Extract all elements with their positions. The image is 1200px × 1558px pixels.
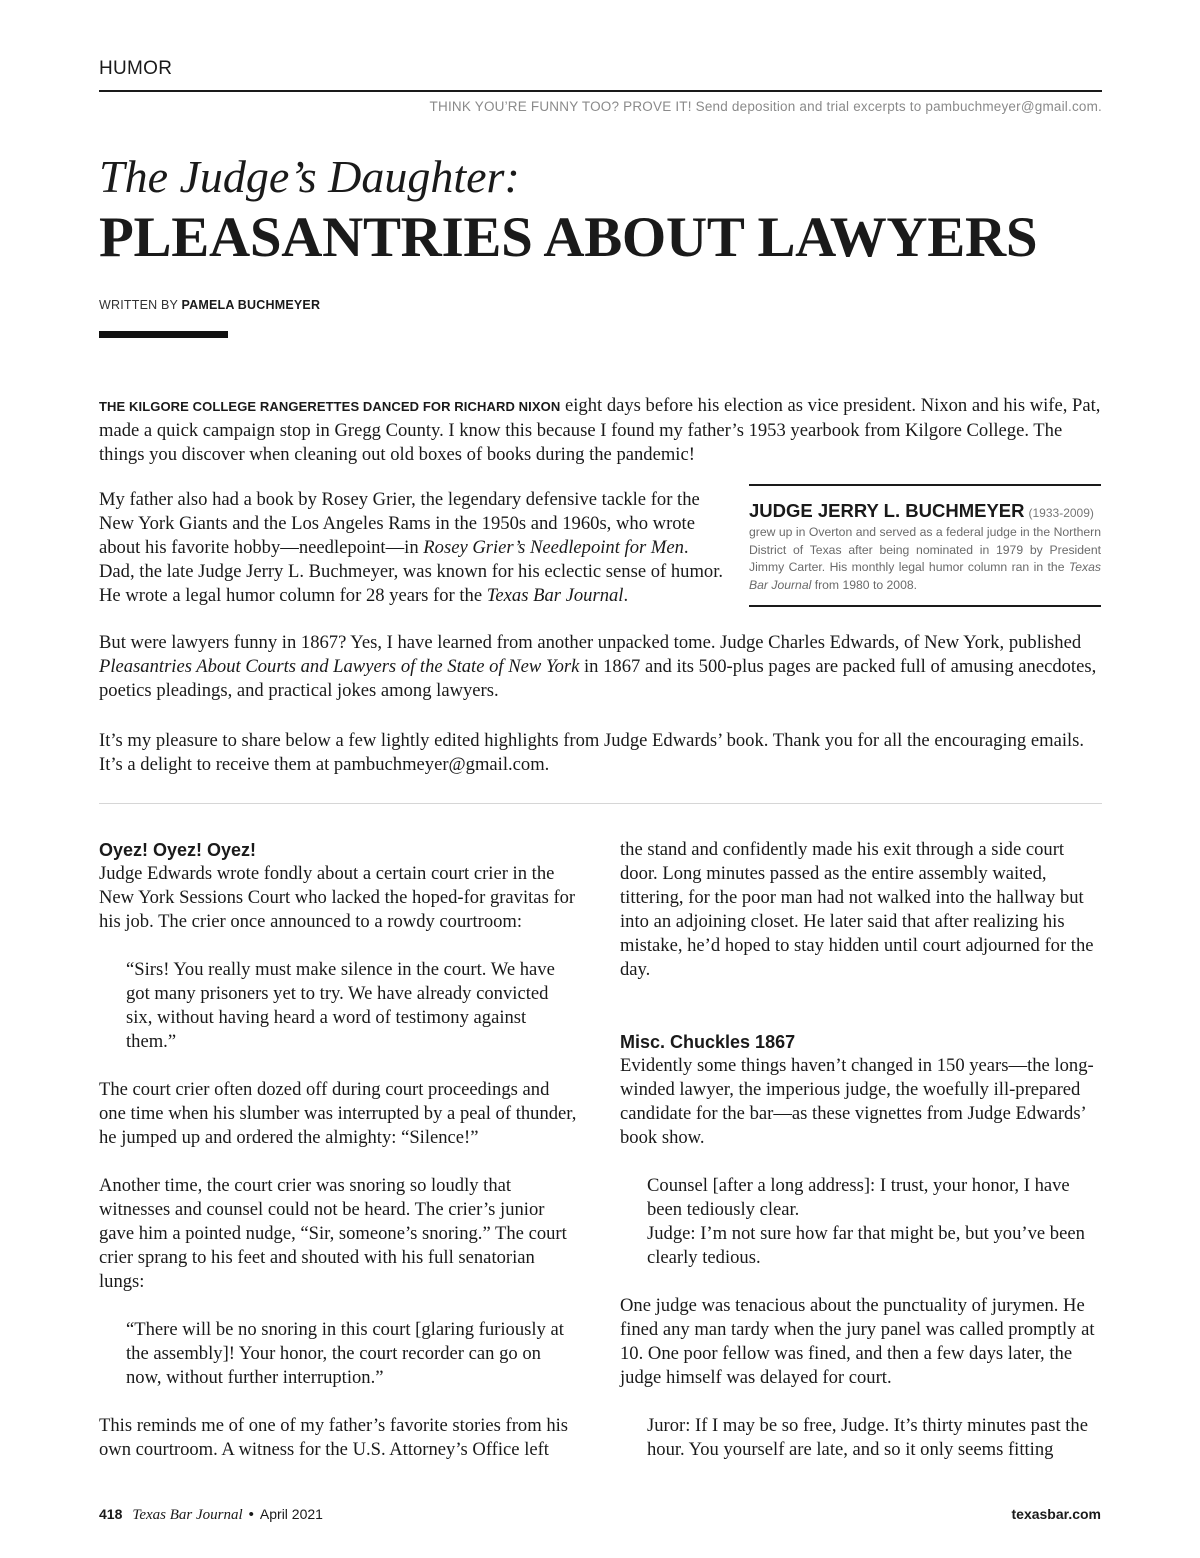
article-title: PLEASANTRIES ABOUT LAWYERS: [99, 206, 1038, 269]
intro-p3-text-a: But were lawyers funny in 1867? Yes, I have learned from another unpacked tome. Judge Charles Edwards, of New York, published: [99, 632, 1082, 653]
intro-paragraph-2: [99, 488, 724, 608]
book-title-pleasantries: Pleasantries About Courts and Lawyers of the State of New York: [99, 656, 580, 677]
right-paragraph-2: Evidently some things haven’t changed in 150 years—the long-winded lawyer, the imperious judge, the woefully ill-prepared candidate for the bar—as these vignettes from Judge Edwards’ book show.: [620, 1055, 1094, 1148]
byline-bar: [99, 331, 228, 338]
sidebar-text-b: from 1980 to 2008.: [811, 577, 918, 592]
footer-bullet: •: [248, 1506, 254, 1523]
sidebar-bottom-rule: [749, 605, 1101, 607]
left-paragraph-2: The court crier often dozed off during court proceedings and one time when his slumber was interrupted by a peal of thunder, he jumped up and ordered the almighty: “Silence!”: [99, 1079, 577, 1148]
sidebar-name: JUDGE JERRY L. BUCHMEYER: [749, 500, 1025, 521]
left-paragraph-4: This reminds me of one of my father’s favorite stories from his own courtroom. A witness for the U.S. Attorney’s Office left: [99, 1415, 569, 1460]
left-quote-1: “Sirs! You really must make silence in the court. We have got many prisoners yet to try. We have already convicted six, without having heard a word of testimony against them.”: [126, 959, 555, 1052]
footer-left: [99, 1506, 323, 1524]
intro-p2-text-a: My father also had a book by Rosey Grier, the legendary defensive tackle for the New York Giants and the Los Angeles Rams in the 1950s and 1960s, who wrote about his favorite hobby—needlepoint—in: [99, 489, 700, 558]
page-number: 418: [99, 1506, 123, 1522]
intro-paragraph-3: [99, 631, 1102, 703]
intro-p3-text-b: in 1867 and its 500-plus pages are packed full of amusing anecdotes, poetics pleadings, and practical jokes among lawyers.: [99, 656, 1097, 701]
spacer: [620, 1006, 1100, 1030]
left-quote-2: “There will be no snoring in this court [glaring furiously at the assembly]! Your honor, the court recorder can go on now, without further interruption.”: [126, 1319, 564, 1388]
section-label: HUMOR: [99, 58, 173, 79]
sidebar-text-a: grew up in Overton and served as a federal judge in the Northern District of Texas after being nominated in 1979 by President Jimmy Carter. His monthly legal humor column ran in the: [749, 525, 1101, 574]
right-paragraph-3: One judge was tenacious about the punctuality of jurymen. He fined any man tardy when the jury panel was called promptly at 10. One poor fellow was fined, and then a few days later, the judge himself was delayed for court.: [620, 1295, 1095, 1388]
right-quote-1: Counsel [after a long address]: I trust, your honor, I have been tediously clear.: [647, 1175, 1070, 1220]
author-bio-sidebar: [749, 500, 1101, 594]
subhead-oyez: Oyez! Oyez! Oyez!: [99, 840, 257, 860]
book-title-needlepoint: Rosey Grier’s Needlepoint for Men: [423, 537, 684, 558]
intro-paragraph-4: It’s my pleasure to share below a few lightly edited highlights from Judge Edwards’ book. Thank you for all the encouraging emails. It’s a delight to receive them at pambuchmeyer@gmail.com.: [99, 730, 1085, 775]
right-paragraph-1: the stand and confidently made his exit through a side court door. Long minutes passed as the entire assembly waited, tittering, for the poor man had not walked into the hallway but into an adjoining closet. He later said that after realizing his mistake, he’d hoped to stay hidden until court adjourned for the day.: [620, 839, 1094, 980]
footer-date: April 2021: [259, 1506, 323, 1522]
sidebar-body: [749, 524, 1101, 594]
byline: [99, 298, 320, 312]
intro-paragraph-1: [99, 394, 1102, 467]
intro-p2-text-b: . Dad, the late Judge Jerry L. Buchmeyer, was known for his eclectic sense of humor. He wrote a legal humor column for 28 years for the: [99, 537, 724, 606]
lede-caps: THE KILGORE COLLEGE RANGERETTES DANCED FOR RICHARD NIXON: [99, 399, 561, 414]
left-column: [99, 838, 579, 1486]
sidebar-journal: Texas Bar Journal: [749, 560, 1101, 592]
section-divider: [99, 803, 1102, 804]
byline-author: PAMELA BUCHMEYER: [181, 298, 321, 312]
sidebar-years: (1933-2009): [1028, 506, 1094, 520]
journal-title: Texas Bar Journal: [486, 585, 624, 606]
header-rule: [99, 90, 1102, 92]
submission-tagline: THINK YOU’RE FUNNY TOO? PROVE IT! Send deposition and trial excerpts to pambuchmeyer@gmail.com.: [429, 99, 1102, 114]
subhead-misc-chuckles: Misc. Chuckles 1867: [620, 1032, 796, 1052]
byline-prefix: WRITTEN BY: [99, 298, 178, 312]
footer-publication: Texas Bar Journal: [132, 1507, 243, 1523]
left-paragraph-3: Another time, the court crier was snoring so loudly that witnesses and counsel could not be heard. The crier’s junior gave him a pointed nudge, “Sir, someone’s snoring.” The court crier sprang to his feet and shouted with his full senatorian lungs:: [99, 1175, 567, 1292]
right-quote-3: Juror: If I may be so free, Judge. It’s thirty minutes past the hour. You yourself are late, and so it only seems fitting: [647, 1415, 1088, 1460]
sidebar-top-rule: [749, 484, 1101, 486]
intro-p1-rest: eight days before his election as vice president. Nixon and his wife, Pat, made a quick campaign stop in Gregg County. I know this because I found my father’s 1953 yearbook from Kilgore College. The things you discover when cleaning out old boxes of books during the pandemic!: [99, 395, 1101, 465]
right-column: [620, 838, 1100, 1486]
article-kicker: The Judge’s Daughter:: [99, 151, 520, 202]
right-quote-2: Judge: I’m not sure how far that might be, but you’ve been clearly tedious.: [647, 1223, 1085, 1268]
footer-site-link[interactable]: texasbar.com: [1011, 1506, 1101, 1522]
left-paragraph-1: Judge Edwards wrote fondly about a certain court crier in the New York Sessions Court who lacked the hoped-for gravitas for his job. The crier once announced to a rowdy courtroom:: [99, 863, 576, 932]
intro-p2-text-c: .: [623, 585, 629, 606]
